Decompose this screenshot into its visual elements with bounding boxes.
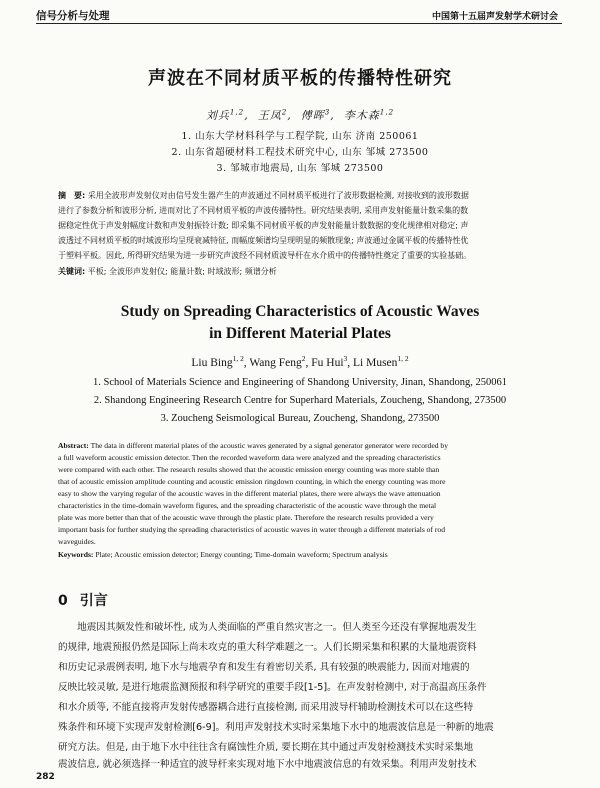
chinese-affiliation-1: 1. 山东大学材料科学与工程学院, 山东 济南 250061: [181, 131, 419, 142]
author-sup: 2: [281, 107, 288, 117]
english-affiliation-2: 2. Shandong Engineering Research Centre for Superhard Materials, Zoucheng, Shandong, 273500: [93, 395, 507, 406]
english-abstract-line: characteristics in the time-domain waveform figures, and the spreading characteristic of the acoustic wave through the metal: [58, 501, 437, 510]
section-number: 0: [58, 593, 68, 609]
chinese-abstract-line: 据稳定性优于声发射幅度计数和声发射振铃计数; 即采集不同材质平板的声发射能量计数数据的变化规律相对稳定; 声: [58, 221, 469, 230]
author-name: 刘兵: [205, 109, 230, 122]
chinese-affiliation-2: 2. 山东省超硬材料工程技术研究中心, 山东 邹城 273500: [171, 147, 429, 158]
chinese-abstract-line: 波透过不同材质平板的时域波形均呈现衰减特征, 而幅度频谱均呈现明显的频散现象; 声波通过金属平板的传播特性优: [58, 236, 469, 245]
chinese-affiliation-3: 3. 邹城市地震局, 山东 邹城 273500: [216, 163, 384, 174]
section-heading: [58, 590, 108, 610]
body-line: 研究方法。但是, 由于地下水中往往含有腐蚀性介质, 要长期在其中通过声发射检测技术实时采集地: [58, 742, 474, 753]
author-sup: 1, 2: [232, 354, 244, 364]
chinese-abstract-line: 摘 要: 采用全波形声发射仪对由信号发生器产生的声波通过不同材质平板进行了波形数据检测, 对接收到的波形数据: [58, 191, 469, 200]
author-sup: 2: [301, 354, 306, 364]
author-name: 李木森: [343, 109, 380, 122]
english-abstract-line: Abstract: The data in different material plates of the acoustic waves generated by a signal generator generator were recorded by: [58, 441, 449, 450]
body-line: 和历史记录震例表明, 地下水与地震孕育和发生有着密切关系, 具有较强的映震能力, 因而对地震的: [58, 662, 470, 673]
english-abstract-line: were compared with each other. The research results showed that the acoustic emission energy counting was more stable than: [58, 465, 440, 474]
chinese-abstract-label: 摘 要:: [58, 191, 86, 200]
body-line: 殊条件和环境下实现声发射检测[6-9]。利用声发射技术实时采集地下水中的地震波信息是一种新的地震: [58, 722, 494, 733]
english-keywords: Keywords: Plate; Acoustic emission detector; Energy counting; Time-domain waveform; Spectrum analysis: [58, 550, 388, 559]
chinese-abstract-line: 于塑料平板。因此, 所得研究结果为进一步研究声波经不同材质波导杆在水介质中的传播特性奠定了重要的实验基础。: [58, 251, 472, 260]
chinese-authors: 刘兵$^{1,2}$, 王凤$^2$, 傅晖$^3$, 李木森$^{1,2}$: [205, 107, 395, 122]
chinese-keywords-label: 关键词:: [58, 267, 86, 276]
author-sup: 1,2: [229, 107, 245, 117]
english-abstract-line: easy to show the varying regular of the acoustic waves in the different material plates, there were always the wave attenuation: [58, 489, 441, 498]
author-name: 王凤: [257, 109, 282, 122]
english-abstract-line: important basis for further studying the spreading characteristics of acoustic waves in water through a different materials of rod: [58, 525, 446, 534]
header-rule: [36, 23, 562, 24]
body-line: 反映比较灵敏, 是进行地震监测预报和科学研究的重要手段[1-5]。在声发射检测中, 对于高温高压条件: [58, 682, 487, 693]
english-title-line-2: in Different Material Plates: [209, 325, 391, 342]
chinese-title: 声波在不同材质平板的传播特性研究: [148, 68, 452, 89]
author-name: Fu Hui: [311, 357, 344, 369]
running-header-section: 信号分析与处理: [36, 10, 110, 22]
english-title-line-1: Study on Spreading Characteristics of Acoustic Waves: [120, 303, 480, 320]
section-title: 引言: [79, 593, 108, 609]
english-abstract-line: a full waveform acoustic emission detector. Then the recorded waveform data were analyzed and the spreading characteristics: [58, 453, 441, 462]
body-line: 和水介质等, 不能直接将声发射传感器耦合进行直接检测, 而采用波导杆辅助检测技术可以在这些特: [58, 702, 474, 713]
author-name: Wang Feng: [249, 357, 302, 369]
body-line: 的规律, 地震预报仍然是国际上尚未攻克的重大科学难题之一。人们长期采集和积累的大量地震资料: [58, 642, 477, 653]
author-sup: 3: [343, 354, 348, 364]
author-name: Liu Bing: [191, 357, 233, 369]
english-abstract-line: plate was more better than that of the acoustic wave through the plastic plate. Therefore the research results provided a very: [58, 513, 434, 522]
english-abstract-line: that of acoustic emission amplitude counting and acoustic emission ringdown counting, in which the energy counting was more: [58, 477, 446, 486]
body-line: 地震因其频发性和破坏性, 成为人类面临的严重自然灾害之一。但人类至今还没有掌握地震发生: [58, 622, 477, 633]
english-authors: Liu Bing$^{1, 2}$, Wang Feng$^2$, Fu Hui$^3$, Li Musen$^{1, 2}$: [191, 354, 409, 369]
english-affiliation-1: 1. School of Materials Science and Engineering of Shandong University, Jinan, Shandong, 250061: [93, 377, 507, 388]
english-abstract-line: waveguides.: [58, 537, 96, 546]
author-name: 傅晖: [300, 109, 325, 122]
body-line: 震波信息, 就必须选择一种适宜的波导杆来实现对地下水中地震波信息的有效采集。利用声发射技术: [58, 759, 477, 770]
chinese-abstract-line: 进行了参数分析和波形分析, 进而对比了不同材质平板的声波传播特性。研究结果表明, 采用声发射能量计数采集的数: [58, 206, 469, 215]
english-abstract-label: Abstract:: [58, 441, 89, 450]
english-affiliation-3: 3. Zoucheng Seismological Bureau, Zoucheng, Shandong, 273500: [160, 413, 440, 424]
running-header-conference: 中国第十五届声发射学术研讨会: [431, 12, 558, 22]
author-name: Li Musen: [353, 357, 398, 369]
page-number: 282: [36, 772, 55, 782]
author-sup: 3: [324, 107, 331, 117]
chinese-keywords: 关键词: 平板; 全波形声发射仪; 能量计数; 时域波形; 频谱分析: [58, 267, 277, 276]
author-sup: 1,2: [379, 107, 395, 117]
author-sup: 1, 2: [397, 354, 409, 364]
english-keywords-label: Keywords:: [58, 550, 94, 559]
